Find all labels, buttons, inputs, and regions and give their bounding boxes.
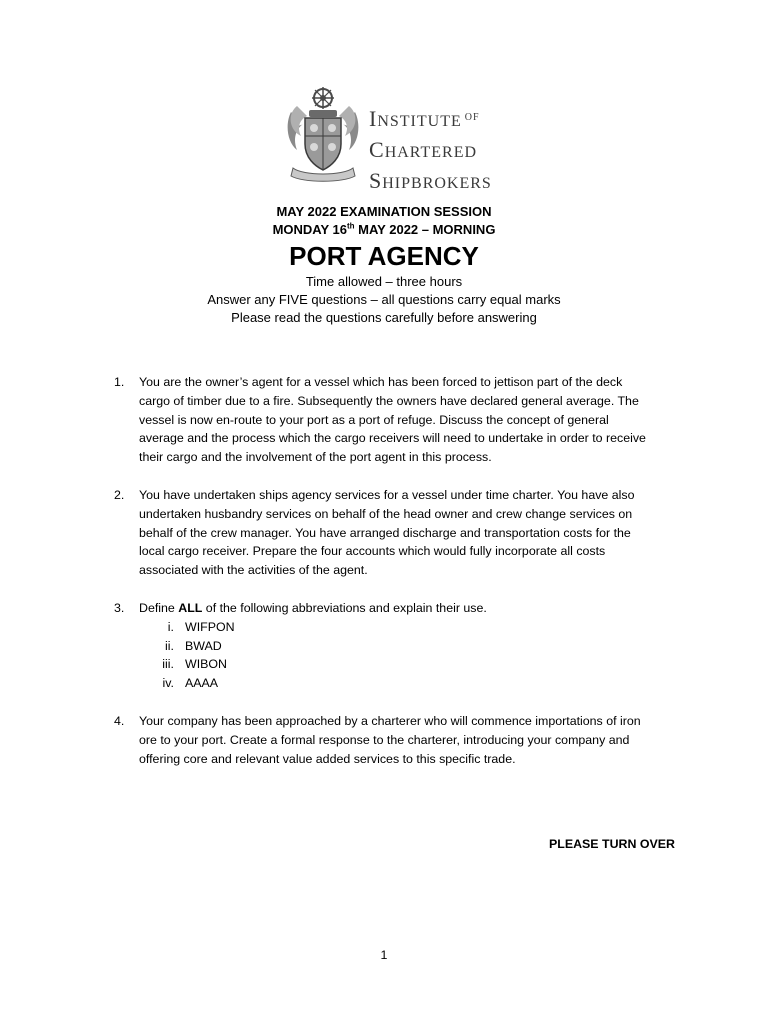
question-text-line: behalf of the crew manager. You have arranged discharge and transportation costs for the (139, 525, 631, 540)
list-item (139, 674, 684, 693)
exam-date: MONDAY 16th MAY 2022 – MORNING (272, 221, 496, 237)
list-item (139, 637, 684, 656)
please-turn-over-note: PLEASE TURN OVER (549, 837, 675, 851)
question-3 (114, 599, 684, 693)
question-text-line: vessel is now en-route to your port as a port of refuge. Discuss the concept of general (139, 412, 609, 427)
list-item (139, 655, 684, 674)
question-text-line: average and the process which the cargo receivers will need to undertake in order to receive (139, 431, 646, 446)
question-text-line: You have undertaken ships agency services for a vessel under time charter. You have also (139, 487, 635, 502)
question-number: 1. (114, 375, 125, 389)
question-text-line: Define ALL of the following abbreviations and explain their use. (139, 600, 487, 615)
list-item-number: iii. (162, 657, 174, 672)
question-text-line: Your company has been approached by a charterer who will commence importations of iron (139, 713, 641, 728)
list-item-number: iv. (162, 676, 174, 691)
page-number: 1 (380, 948, 388, 962)
question-text-line: their cargo and the involvement of the port agent in this process. (139, 450, 492, 465)
exam-title: PORT AGENCY (289, 241, 479, 271)
list-item-text: AAAA (185, 676, 219, 691)
read-note: Please read the questions carefully before answering (231, 310, 537, 325)
time-allowed: Time allowed – three hours (305, 274, 463, 289)
logo-line-chartered: CHARTERED (369, 137, 478, 162)
exam-instructions (0, 273, 768, 327)
question-list (114, 373, 684, 787)
question-text-line: You are the owner’s agent for a vessel which has been forced to jettison part of the deck (139, 375, 623, 389)
question-4 (114, 712, 684, 768)
question-number: 3. (114, 600, 125, 615)
question-text-line: associated with the activities of the agent. (139, 563, 368, 578)
logo-line-shipbrokers: SHIPBROKERS (369, 168, 492, 193)
list-item-number: ii. (165, 638, 174, 653)
question-text-line: undertaken husbandry services on behalf of the head owner and crew change services on (139, 506, 633, 521)
abbreviation-list (139, 618, 684, 693)
exam-session-header (0, 203, 768, 239)
question-2 (114, 486, 684, 580)
question-text-line: local cargo receiver. Prepare the four accounts which would fully incorporate all costs (139, 544, 606, 559)
institute-logo (283, 84, 493, 193)
list-item-number: i. (167, 619, 174, 634)
question-text-line: cargo of timber due to a fire. Subsequently the owners have declared general average. The (139, 393, 639, 408)
coat-of-arms-crest-icon (283, 84, 363, 184)
question-1 (114, 373, 684, 467)
list-item-text: BWAD (185, 638, 222, 653)
logo-wordmark (369, 104, 499, 198)
list-item-text: WIFPON (185, 619, 235, 634)
logo-line-institute: INSTITUTE $^{OF}$ (369, 106, 480, 131)
question-number: 2. (114, 487, 125, 502)
question-number: 4. (114, 713, 125, 728)
question-text-line: offering core and relevant value added services to this specific trade. (139, 751, 516, 766)
list-item-text: WIBON (185, 657, 227, 672)
question-text-line: ore to your port. Create a formal response to the charterer, introducing your company and (139, 732, 630, 747)
answer-note: Answer any FIVE questions – all questions carry equal marks (207, 292, 561, 307)
session-name: MAY 2022 EXAMINATION SESSION (276, 204, 492, 219)
list-item (139, 618, 684, 637)
